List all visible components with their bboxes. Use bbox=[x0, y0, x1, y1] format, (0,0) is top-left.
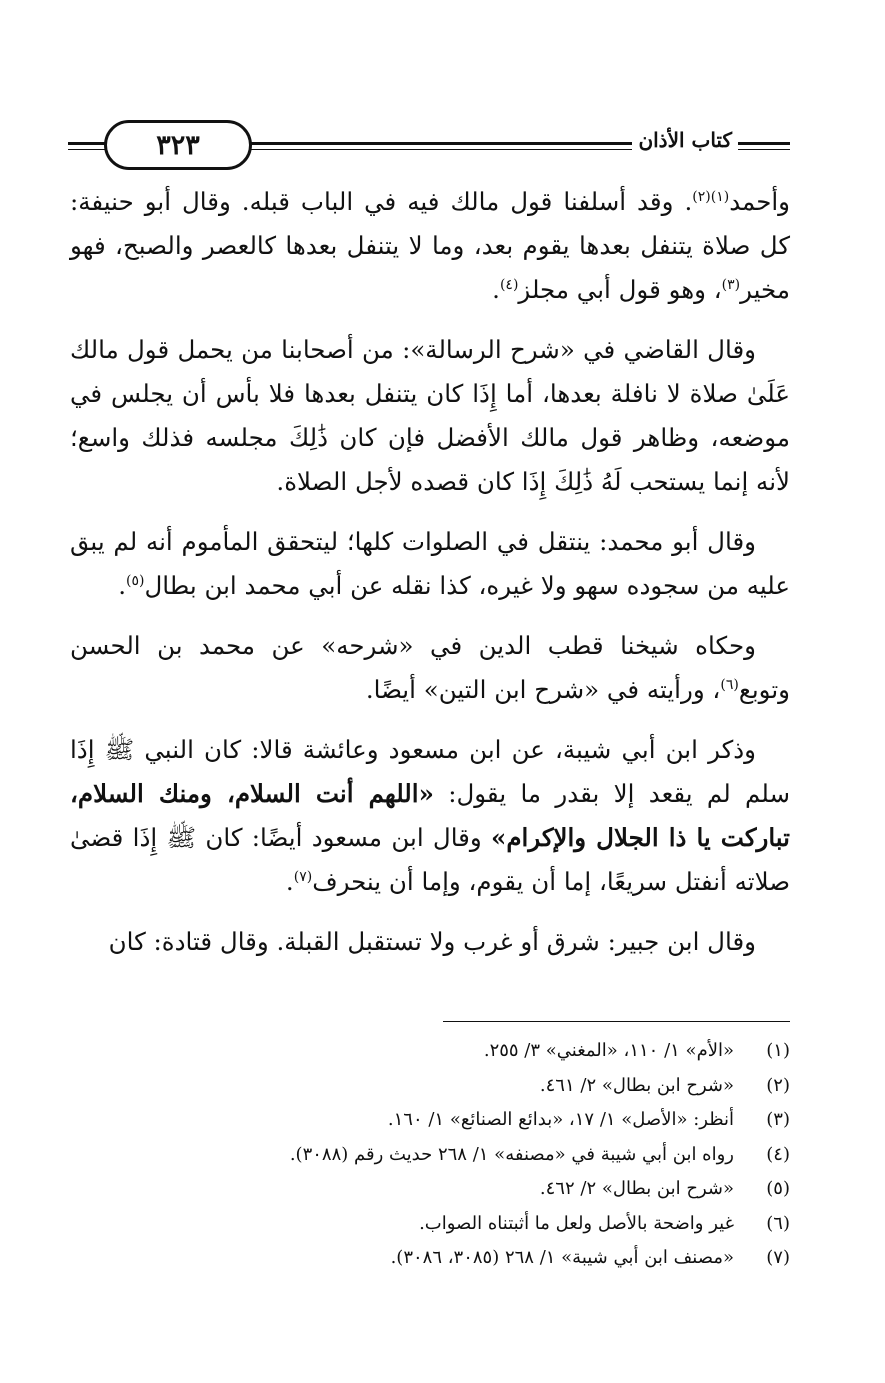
chapter-title: كتاب الأذان bbox=[632, 128, 738, 152]
paragraph bbox=[70, 180, 790, 312]
footnote-number: (٧) bbox=[766, 1247, 790, 1268]
footnote-number: (٦) bbox=[766, 1212, 790, 1234]
footnote-text: «الأم» ١/ ١١٠، «المغني» ٣/ ٢٥٥. bbox=[483, 1040, 734, 1061]
paragraph bbox=[70, 520, 790, 608]
footnote-text: «شرح ابن بطال» ٢/ ٤٦١. bbox=[539, 1074, 734, 1096]
footnote bbox=[150, 1103, 790, 1138]
text-run: وحكاه شيخنا قطب الدين في «شرحه» عن محمد بن الحسن وتوبع bbox=[70, 631, 790, 704]
footnote bbox=[150, 1172, 790, 1207]
page-header bbox=[68, 118, 790, 176]
paragraph bbox=[70, 624, 790, 712]
text-run: . bbox=[285, 867, 294, 896]
footnote-number: (٤) bbox=[766, 1143, 790, 1165]
footnote-ref: (٧) bbox=[293, 868, 313, 885]
main-text bbox=[70, 180, 790, 964]
footnote-number: (٣) bbox=[766, 1109, 790, 1130]
text-run: وقال القاضي في «شرح الرسالة»: من أصحابنا من يحمل قول مالك عَلَىٰ صلاة لا نافلة بعدها، أما إِذَا كان يتنفل بعدها فلا بأس أن يجلس في موضعه، وظاهر قول مالك الأفضل فإن كان ذَٰلِكَ مجلسه فذلك واسع؛ لأنه إنما يستحب لَهُ ذَٰلِكَ إِذَا كان قصده لأجل الصلاة. bbox=[70, 335, 790, 496]
footnote-separator bbox=[443, 1021, 790, 1022]
text-run: ، ورأيته في «شرح ابن التين» أيضًا. bbox=[365, 675, 721, 704]
paragraph bbox=[70, 920, 790, 964]
paragraph bbox=[70, 728, 790, 904]
footnote-text: «شرح ابن بطال» ٢/ ٤٦٢. bbox=[539, 1178, 734, 1199]
footnote bbox=[150, 1241, 790, 1276]
footnote-text: أنظر: «الأصل» ١/ ١٧، «بدائع الصنائع» ١/ ١٦٠. bbox=[387, 1109, 734, 1130]
footnote-ref: (٤) bbox=[499, 276, 519, 293]
text-run: . bbox=[118, 571, 127, 600]
footnote-number: (٢) bbox=[766, 1074, 790, 1096]
footnote-text: غير واضحة بالأصل ولعل ما أثبتناه الصواب. bbox=[419, 1212, 734, 1234]
footnote bbox=[150, 1138, 790, 1173]
page-number-badge bbox=[104, 120, 252, 170]
footnote bbox=[150, 1069, 790, 1104]
footnote-text: «مصنف ابن أبي شيبة» ١/ ٢٦٨ (٣٠٨٥، ٣٠٨٦). bbox=[390, 1247, 734, 1268]
text-run: . bbox=[492, 275, 500, 304]
page-number: ٣٢٣ bbox=[156, 129, 200, 161]
quoted-dua: «اللهم أنت السلام، ومنك السلام، تباركت يا ذا الجلال والإكرام» bbox=[70, 779, 790, 852]
footnote-ref: (٦) bbox=[720, 676, 739, 693]
paragraph bbox=[70, 328, 790, 504]
text-run: وأحمد bbox=[729, 187, 790, 216]
footnote bbox=[150, 1034, 790, 1069]
footnote-number: (١) bbox=[766, 1040, 790, 1061]
text-run: ، وهو قول أبي مجلز bbox=[518, 275, 722, 304]
footnotes bbox=[150, 1034, 790, 1276]
text-run: وقال أبو محمد: ينتقل في الصلوات كلها؛ ليتحقق المأموم أنه لم يبق عليه من سجوده سهو ولا غيره، كذا نقله عن أبي محمد ابن بطال bbox=[70, 527, 790, 600]
text-run: وقال ابن مسعود أيضًا: كان ﷺ إِذَا قضىٰ صلاته أنفتل سريعًا، إما أن يقوم، وإما أن ينحرف bbox=[70, 823, 790, 896]
footnote-ref: (١)(٢) bbox=[692, 188, 730, 205]
footnote-number: (٥) bbox=[766, 1178, 790, 1199]
footnote-ref: (٣) bbox=[721, 276, 741, 293]
footnote-ref: (٥) bbox=[126, 572, 145, 589]
footnote-text: رواه ابن أبي شيبة في «مصنفه» ١/ ٢٦٨ حديث رقم (٣٠٨٨). bbox=[289, 1143, 734, 1165]
text-run: . وقد أسلفنا قول مالك فيه في الباب قبله. وقال أبو حنيفة: كل صلاة يتنفل بعدها يقوم بعد، وما لا يتنفل بعدها كالعصر والصبح، فهو مخير bbox=[70, 187, 790, 304]
text-run: وقال ابن جبير: شرق أو غرب ولا تستقبل القبلة. وقال قتادة: كان bbox=[108, 927, 756, 956]
footnote bbox=[150, 1207, 790, 1242]
text-run: وذكر ابن أبي شيبة، عن ابن مسعود وعائشة قالا: كان النبي ﷺ إِذَا سلم لم يقعد إلا بقدر ما يقول: bbox=[70, 735, 790, 808]
